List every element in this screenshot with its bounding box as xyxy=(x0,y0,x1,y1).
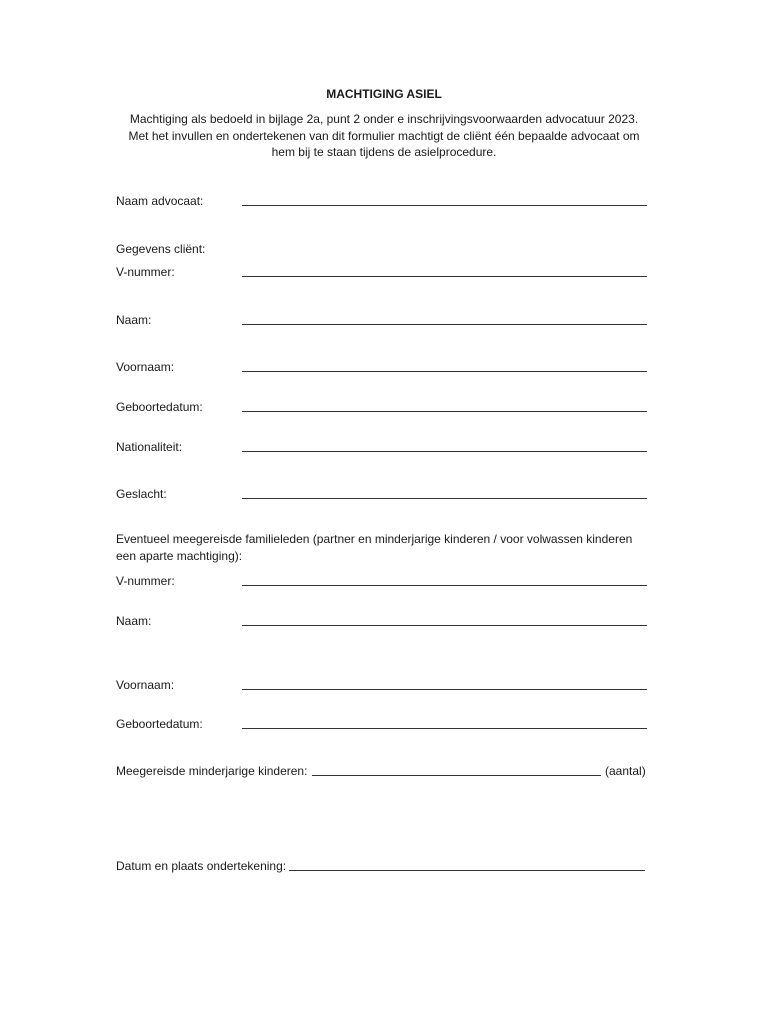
signature-date-place-label: Datum en plaats ondertekening: xyxy=(116,859,287,873)
intro-text xyxy=(112,111,656,161)
family-heading-line: Eventueel meegereisde familieleden (partner en minderjarige kinderen / voor volwassen kinderen xyxy=(116,532,633,546)
family-name-label: Naam: xyxy=(116,614,152,628)
family-v-number-label: V-nummer: xyxy=(116,574,175,588)
client-v-number-label: V-nummer: xyxy=(116,265,175,279)
family-first-name-field[interactable] xyxy=(242,689,647,690)
client-gender-field[interactable] xyxy=(242,498,647,499)
client-nationality-field[interactable] xyxy=(242,451,647,452)
client-birthdate-label: Geboortedatum: xyxy=(116,400,203,414)
client-name-field[interactable] xyxy=(242,324,647,325)
lawyer-name-field[interactable] xyxy=(242,205,647,206)
lawyer-name-label: Naam advocaat: xyxy=(116,194,204,208)
client-birthdate-field[interactable] xyxy=(242,411,647,412)
client-heading: Gegevens cliënt: xyxy=(116,242,206,256)
client-first-name-label: Voornaam: xyxy=(116,360,175,374)
intro-line: Machtiging als bedoeld in bijlage 2a, punt 2 onder e inschrijvingsvoorwaarden advocatuur 2023. xyxy=(129,112,639,126)
client-name-label: Naam: xyxy=(116,313,152,327)
family-birthdate-label: Geboortedatum: xyxy=(116,717,203,731)
client-nationality-label: Nationaliteit: xyxy=(116,440,183,454)
signature-date-place-field[interactable] xyxy=(289,870,645,871)
family-heading xyxy=(116,531,656,564)
family-heading-line: een aparte machtiging): xyxy=(116,548,243,563)
intro-line: Met het invullen en ondertekenen van dit formulier machtigt de cliënt één bepaalde advocaat om xyxy=(128,128,640,143)
children-count-label: Meegereisde minderjarige kinderen: xyxy=(116,764,308,778)
children-count-field[interactable] xyxy=(312,775,601,776)
client-gender-label: Geslacht: xyxy=(116,487,167,501)
client-first-name-field[interactable] xyxy=(242,371,647,372)
family-v-number-field[interactable] xyxy=(242,585,647,586)
family-name-field[interactable] xyxy=(242,625,647,626)
client-v-number-field[interactable] xyxy=(242,276,647,277)
children-count-suffix: (aantal) xyxy=(605,764,646,778)
document-title: MACHTIGING ASIEL xyxy=(326,87,442,101)
family-first-name-label: Voornaam: xyxy=(116,678,175,692)
intro-line: hem bij te staan tijdens de asielprocedure. xyxy=(271,145,497,159)
family-birthdate-field[interactable] xyxy=(242,728,647,729)
